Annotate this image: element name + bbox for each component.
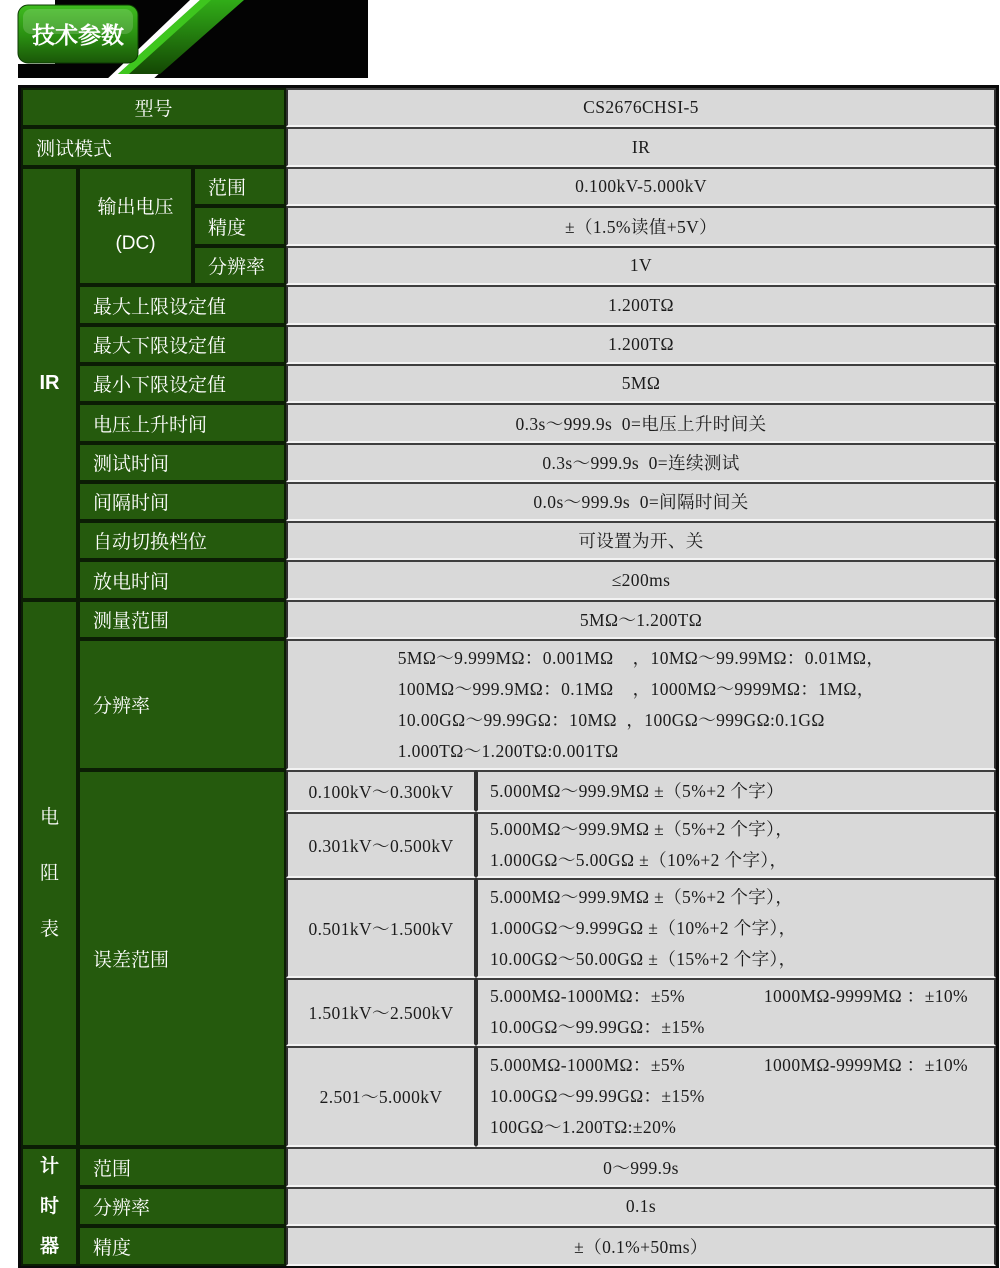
resistance-meter-char-3: 表 xyxy=(39,919,59,940)
row-value-rise-time: 0.3s～999.9s 0=电压上升时间关 xyxy=(286,403,996,443)
error-row-5-accuracy xyxy=(476,1046,996,1147)
section-label-ir: IR xyxy=(21,167,78,600)
row-label-error-range: 误差范围 xyxy=(78,770,286,1147)
error-row-4-line-2: 10.00GΩ～99.99GΩ：±15% xyxy=(490,1017,705,1037)
row-value-ov-resolution: 1V xyxy=(286,246,996,285)
timer-char-2: 时 xyxy=(39,1196,59,1217)
spec-table xyxy=(18,85,999,1268)
error-row-2-line-2: 1.000GΩ～5.00GΩ ±（10%+2 个字）， xyxy=(490,850,788,870)
row-value-timer-resolution: 0.1s xyxy=(286,1187,996,1226)
row-label-min-lower-limit: 最小下限设定值 xyxy=(78,364,286,403)
row-value-max-upper-limit: 1.200TΩ xyxy=(286,285,996,325)
error-row-5-line-1-right: 1000MΩ-9999MΩ ：±10% xyxy=(763,1055,968,1075)
timer-char-3: 器 xyxy=(39,1236,59,1257)
error-row-1-accuracy xyxy=(476,770,996,812)
row-value-discharge-time: ≤200ms xyxy=(286,560,996,600)
error-row-3-line-1: 5.000MΩ～999.9MΩ ±（5%+2 个字）， xyxy=(490,886,794,907)
row-label-timer-range: 范围 xyxy=(78,1147,286,1187)
error-row-4-accuracy xyxy=(476,978,996,1046)
row-label-timer-resolution: 分辨率 xyxy=(78,1187,286,1226)
error-row-3-line-2: 1.000GΩ～9.999GΩ ±（10%+2 个字）， xyxy=(490,917,797,938)
error-row-3-line-3: 10.00GΩ～50.00GΩ ±（15%+2 个字）， xyxy=(490,948,797,969)
error-row-5-line-1-left: 5.000MΩ-1000MΩ：±5% xyxy=(490,1055,685,1075)
row-label-ov-range: 范围 xyxy=(193,167,286,206)
row-value-test-mode: IR xyxy=(286,127,996,167)
row-label-ov-accuracy: 精度 xyxy=(193,206,286,246)
error-row-3-voltage: 0.501kV～1.500kV xyxy=(286,878,476,978)
timer-char-1: 计 xyxy=(39,1156,59,1177)
error-row-2-voltage: 0.301kV～0.500kV xyxy=(286,812,476,878)
row-value-r-resolution xyxy=(286,639,996,770)
r-resolution-line-4: 1.000TΩ～1.200TΩ:0.001TΩ xyxy=(397,740,619,761)
row-label-measure-range: 测量范围 xyxy=(78,600,286,639)
error-row-5-voltage: 2.501～5.000kV xyxy=(286,1046,476,1147)
row-label-timer-accuracy: 精度 xyxy=(78,1226,286,1266)
row-label-test-time: 测试时间 xyxy=(78,443,286,482)
output-voltage-label-line2: (DC) xyxy=(115,233,156,254)
row-label-interval-time: 间隔时间 xyxy=(78,482,286,521)
error-row-1-voltage: 0.100kV～0.300kV xyxy=(286,770,476,812)
row-label-rise-time: 电压上升时间 xyxy=(78,403,286,443)
r-resolution-line-2: 100MΩ～999.9MΩ：0.1MΩ ，1000MΩ～9999MΩ：1MΩ， xyxy=(397,678,875,699)
error-row-4-line-1-left: 5.000MΩ-1000MΩ：±5% xyxy=(490,986,685,1006)
resistance-meter-char-1: 电 xyxy=(39,807,59,828)
error-row-5-line-3: 100GΩ～1.200TΩ:±20% xyxy=(490,1117,677,1137)
error-row-2-line-1: 5.000MΩ～999.9MΩ ±（5%+2 个字）， xyxy=(490,819,794,839)
resistance-meter-char-2: 阻 xyxy=(39,863,59,884)
error-row-3-accuracy xyxy=(476,878,996,978)
section-label-resistance-meter xyxy=(21,600,78,1147)
row-label-r-resolution: 分辨率 xyxy=(78,639,286,770)
error-row-4-line-1-right: 1000MΩ-9999MΩ ：±10% xyxy=(763,986,968,1006)
error-row-4-voltage: 1.501kV～2.500kV xyxy=(286,978,476,1046)
row-label-max-upper-limit: 最大上限设定值 xyxy=(78,285,286,325)
row-value-ov-accuracy: ±（1.5%读值+5V） xyxy=(286,206,996,246)
row-label-model: 型号 xyxy=(21,88,286,127)
row-value-auto-range: 可设置为开、关 xyxy=(286,521,996,560)
row-value-min-lower-limit: 5MΩ xyxy=(286,364,996,403)
row-label-auto-range: 自动切换档位 xyxy=(78,521,286,560)
row-value-max-lower-limit: 1.200TΩ xyxy=(286,325,996,364)
section-title: 技术参数 xyxy=(32,22,124,48)
section-label-timer xyxy=(21,1147,78,1266)
r-resolution-line-1: 5MΩ～9.999MΩ：0.001MΩ ，10MΩ～99.99MΩ：0.01MΩ， xyxy=(397,647,885,668)
error-row-5-line-2: 10.00GΩ～99.99GΩ：±15% xyxy=(490,1086,705,1106)
row-label-max-lower-limit: 最大下限设定值 xyxy=(78,325,286,364)
row-value-model: CS2676CHSI-5 xyxy=(286,88,996,127)
row-value-ov-range: 0.100kV-5.000kV xyxy=(286,167,996,206)
row-label-test-mode: 测试模式 xyxy=(21,127,286,167)
row-value-measure-range: 5MΩ～1.200TΩ xyxy=(286,600,996,639)
r-resolution-line-3: 10.00GΩ～99.99GΩ：10MΩ ，100GΩ～999GΩ:0.1GΩ xyxy=(397,709,825,730)
row-label-ov-resolution: 分辨率 xyxy=(193,246,286,285)
section-banner xyxy=(0,0,1000,86)
row-label-output-voltage xyxy=(78,167,193,285)
output-voltage-label-line1: 输出电压 xyxy=(97,197,174,218)
error-row-5-line-1 xyxy=(490,1050,984,1081)
row-value-timer-accuracy: ±（0.1%+50ms） xyxy=(286,1226,996,1266)
error-row-4-line-1 xyxy=(490,981,984,1012)
error-row-2-accuracy xyxy=(476,812,996,878)
error-row-1-line-1: 5.000MΩ～999.9MΩ ±（5%+2 个字） xyxy=(490,780,785,801)
row-value-timer-range: 0～999.9s xyxy=(286,1147,996,1187)
row-label-discharge-time: 放电时间 xyxy=(78,560,286,600)
row-value-interval-time: 0.0s～999.9s 0=间隔时间关 xyxy=(286,482,996,521)
row-value-test-time: 0.3s～999.9s 0=连续测试 xyxy=(286,443,996,482)
